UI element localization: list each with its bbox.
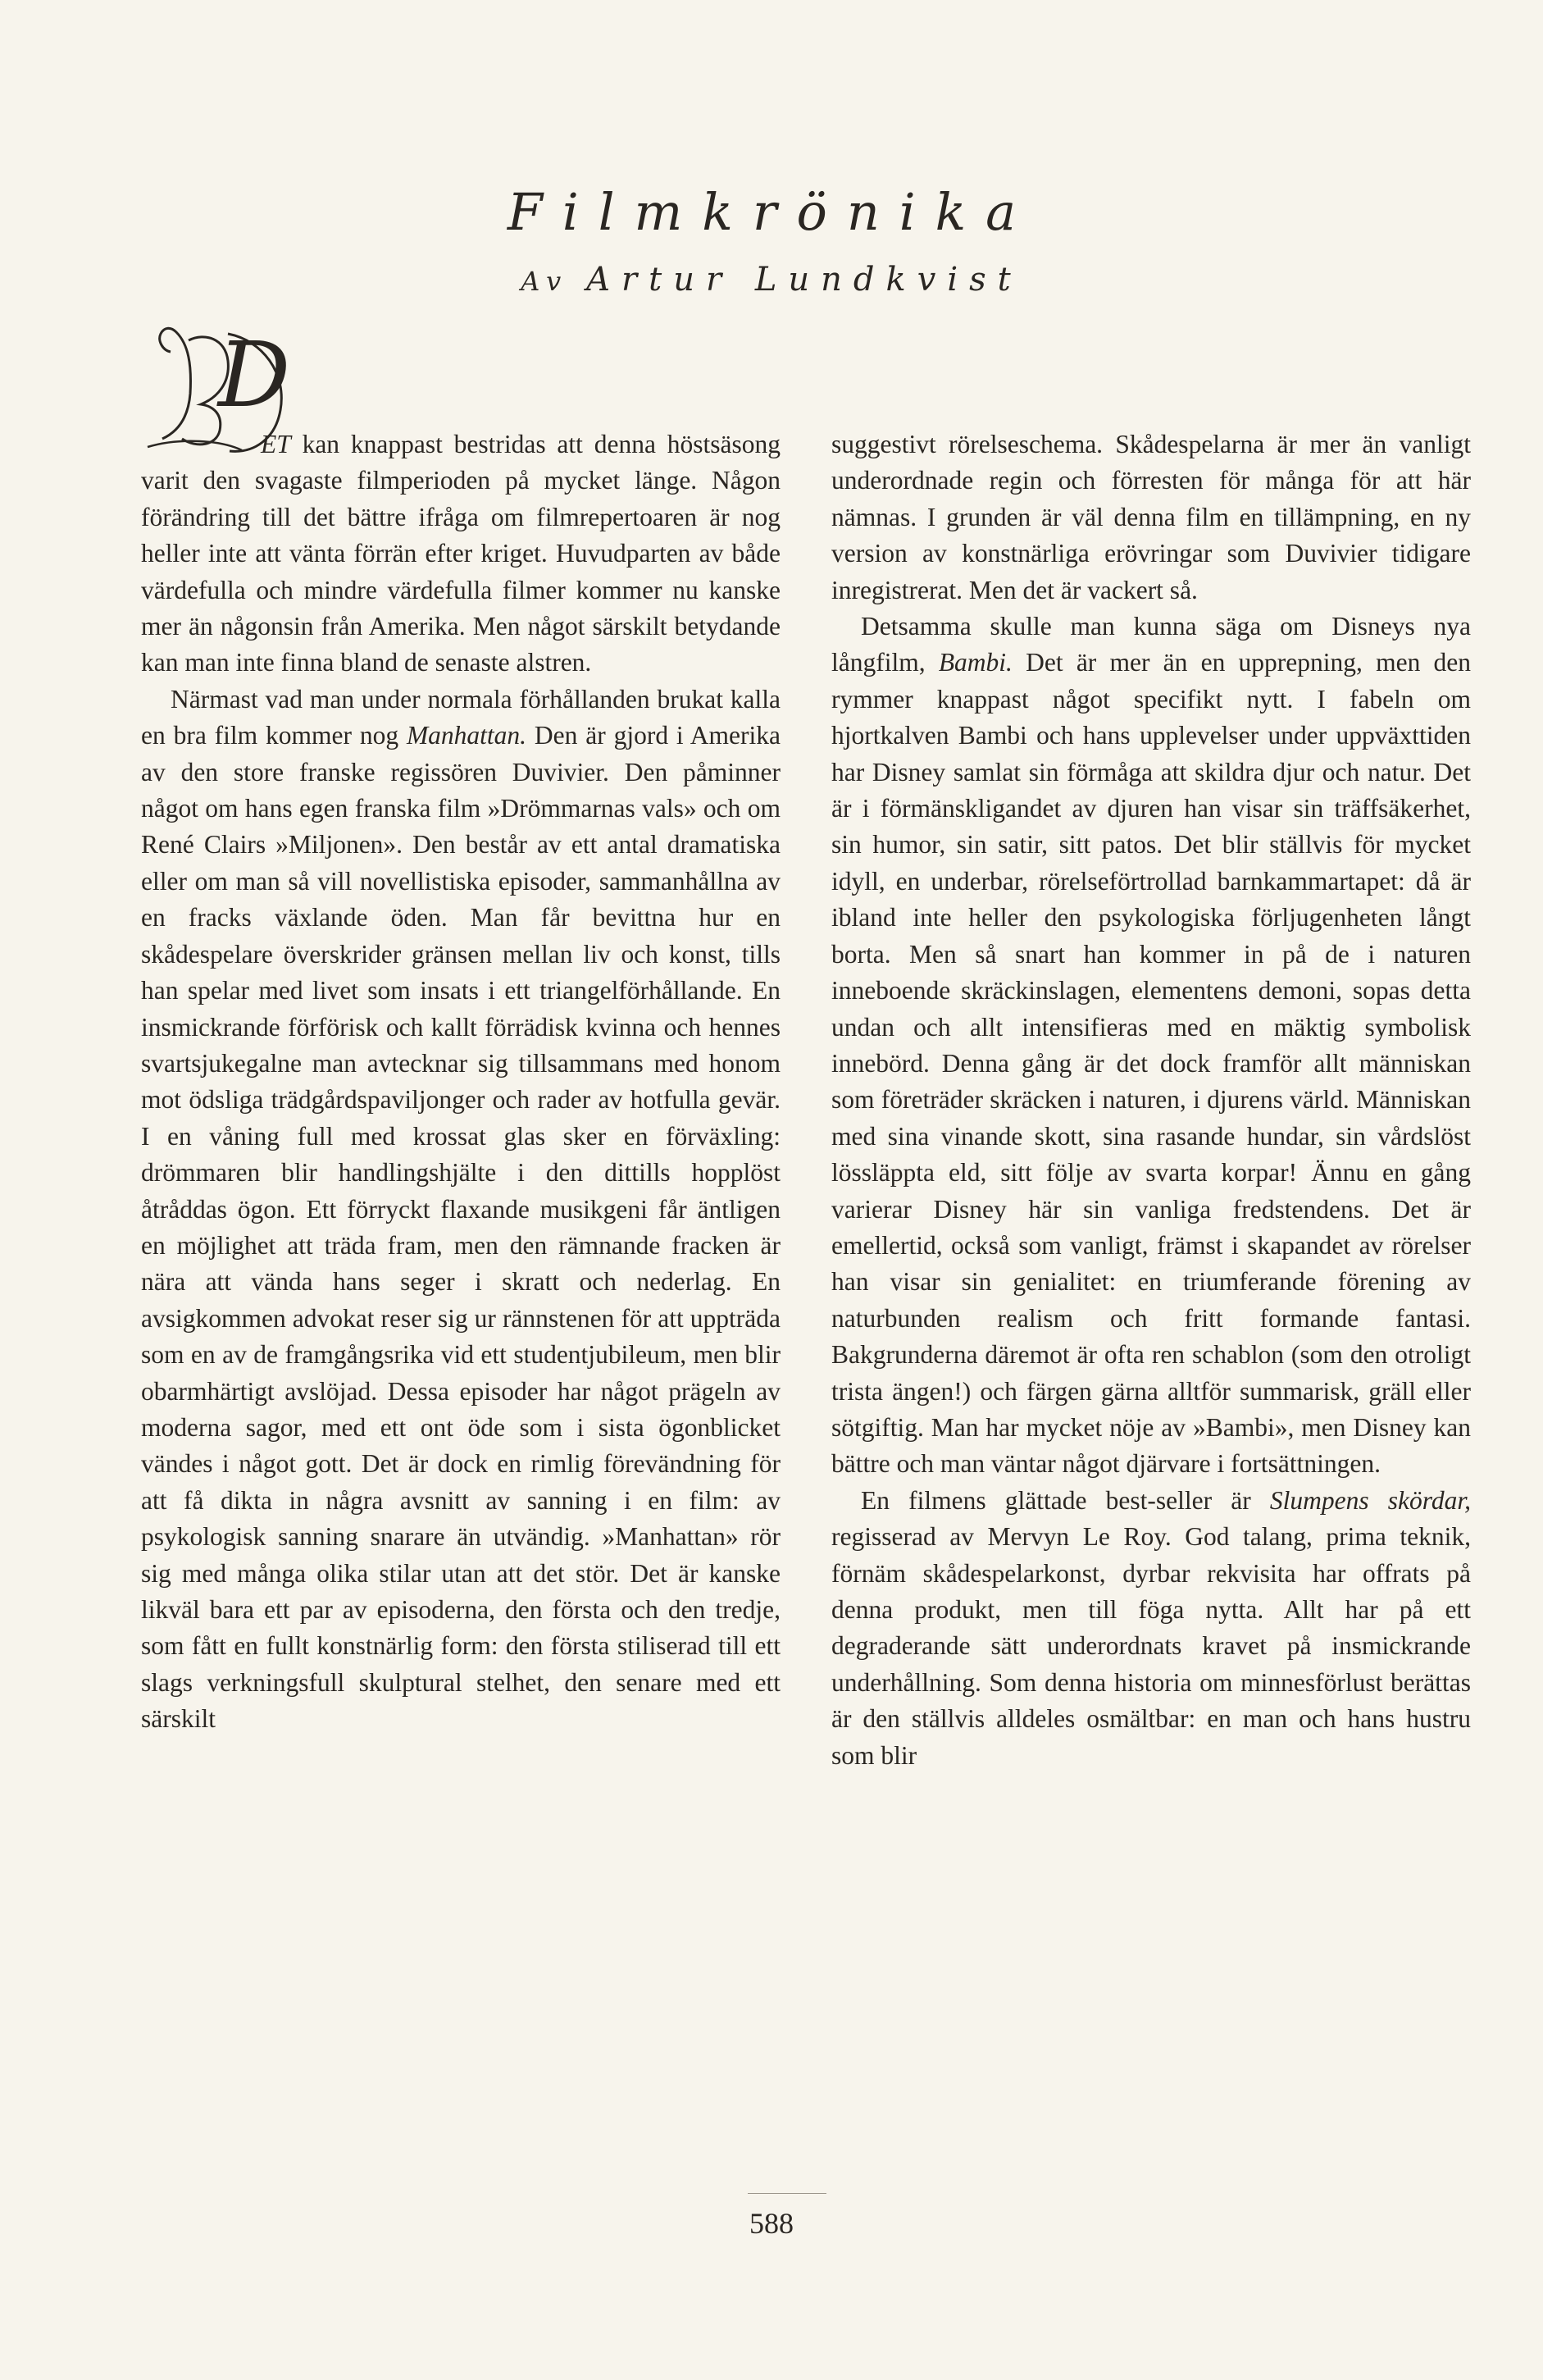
byline-prefix: Av [521, 266, 569, 297]
paragraph [141, 426, 781, 682]
paragraph [831, 426, 1471, 609]
paragraph-text: Den är gjord i Amerika av den store franske regissören Duvivier. Den påminner något om hans egen franska film »Drömmarnas vals» och om René Clairs »Miljonen». Den består av ett antal dramatiska eller om man så vill novellistiska episoder, sammanhållna av en fracks växlande öden. Man får bevittna hur en skådespelare överskrider gränsen mellan liv och konst, tills han spelar med livet som insats i ett triangelförhållande. En insmickrande förförisk och kallt förrädisk kvinna och hennes svartsjukegalne man avtecknar sig tillsammans med honom mot ödsliga trädgårdspaviljonger och rader av hotfulla gevär. I en våning full med krossat glas sker en förväxling: drömmaren blir handlingshjälte i den dittills hopplöst åtråddas ögon. Ett förryckt flaxande musikgeni får äntligen en möjlighet att träda fram, men den rämnande fracken är nära att vända hans seger i skratt och nederlag. En avsigkommen advokat reser sig ur rännstenen för att uppträda som en av de framgångsrika vid ett studentjubileum, men blir obarmhärtigt avslöjad. Dessa episoder har något prägeln av moderna sagor, med ett ont öde som i sista ögonblicket vändes i något gott. Det är dock en rimlig förevändning för att få dikta in några avsnitt av sanning i en film: av psykologisk sanning snarare än utvändig. »Manhattan» rör sig med många olika stilar utan att det stör. Det är kanske likväl bara ett par av episoderna, den första och den tredje, som fått en fullt konstnärlig form: den första stiliserad till ett slags verkningsfull skulptural stelhet, den senare med ett särskilt [141, 721, 781, 1734]
film-title: Slumpens skördar, [1269, 1485, 1471, 1515]
article-title: Filmkrönika [507, 182, 1036, 242]
paragraph-text: Det är mer än en upprepning, men den rymmer knappast något specifikt nytt. I fabeln om hjortkalven Bambi och hans upplevelser under uppväxttiden har Disney samlat sin förmåga att skildra djur och natur. Det är i förmänskligandet av djuren han visar sin träffsäkerhet, sin humor, sin satir, sitt patos. Det blir ställvis för mycket idyll, en underbar, rörelseförtrollad barnkammartapet: då är ibland inte heller den psykologiska förljugenheten långt borta. Men så snart han kommer in på de i naturen inneboende skräckinslagen, elementens demoni, sopas detta undan och allt intensifieras med en mäktig symbolisk innebörd. Denna gång är det dock framför allt människan som företräder skräcken i naturen, i djurens värld. Människan med sina vinande skott, sina rasande hundar, sin vårdslöst lössläppta eld, sitt följe av svarta korpar! Ännu en gång varierar Disney här sin vanliga fredstendens. Det är emellertid, också som vanligt, främst i skapandet av rörelser han visar sin genialitet: en triumferande förening av naturbunden realism och fritt formande fantasi. Bakgrunderna däremot är ofta ren schablon (som den otroligt trista ängen!) och färgen gärna alltför summarisk, gräll eller sötgiftig. Man har mycket nöje av »Bambi», men Disney kan bättre och man väntar något djärvare i fortsättningen. [831, 648, 1471, 1479]
paragraph-text: Detsamma skulle man kunna säga om Disneys nya långfilm, [831, 612, 1471, 677]
paragraph [831, 1483, 1471, 1774]
page-number-rule [748, 2193, 826, 2194]
paragraph [831, 609, 1471, 1483]
byline [0, 261, 1543, 299]
paragraph-text: kan knappast bestridas att denna höstsäsong varit den svagaste filmperioden på mycket länge. Någon förändring till det bättre ifråga om filmrepertoaren är nog heller inte att vänta förrän efter kriget. Huvudparten av både värdefulla och mindre värdefulla filmer kommer nu kanske mer än någonsin från Amerika. Men något särskilt betydande kan man inte finna bland de senaste alstren. [141, 430, 781, 677]
paragraph [141, 682, 781, 1738]
paragraph-text: regisserad av Mervyn Le Roy. God talang, prima teknik, förnäm skådespelarkonst, dyrbar rekvisita har offrats på denna produkt, men till föga nytta. Allt har på ett degraderande sätt underordnats kravet på insmickrande underhållning. Som denna historia om minnesförlust berättas är den ställvis alldeles osmältbar: en man och hans hustru som blir [831, 1522, 1471, 1770]
paragraph-text: Närmast vad man under normala förhållanden brukat kalla en bra film kommer nog [141, 684, 781, 750]
svg-text:D: D [217, 322, 291, 427]
right-column [831, 426, 1471, 1774]
paragraph-text: En filmens glättade best-seller är [861, 1485, 1270, 1515]
film-title: Bambi. [938, 648, 1013, 677]
left-column [141, 426, 781, 1738]
byline-author: Artur Lundkvist [586, 261, 1022, 299]
page-number: 588 [749, 2207, 794, 2240]
paragraph-text: suggestivt rörelseschema. Skådespelarna är mer än vanligt underordnade regin och förresten för många för att här nämnas. I grunden är väl denna film en tillämpning, en ny version av konstnärliga erövringar som Duvivier tidigare inregistrerat. Men det är vackert så. [831, 430, 1471, 604]
film-title: Manhattan. [406, 721, 527, 750]
lead-word: ET [261, 430, 291, 458]
